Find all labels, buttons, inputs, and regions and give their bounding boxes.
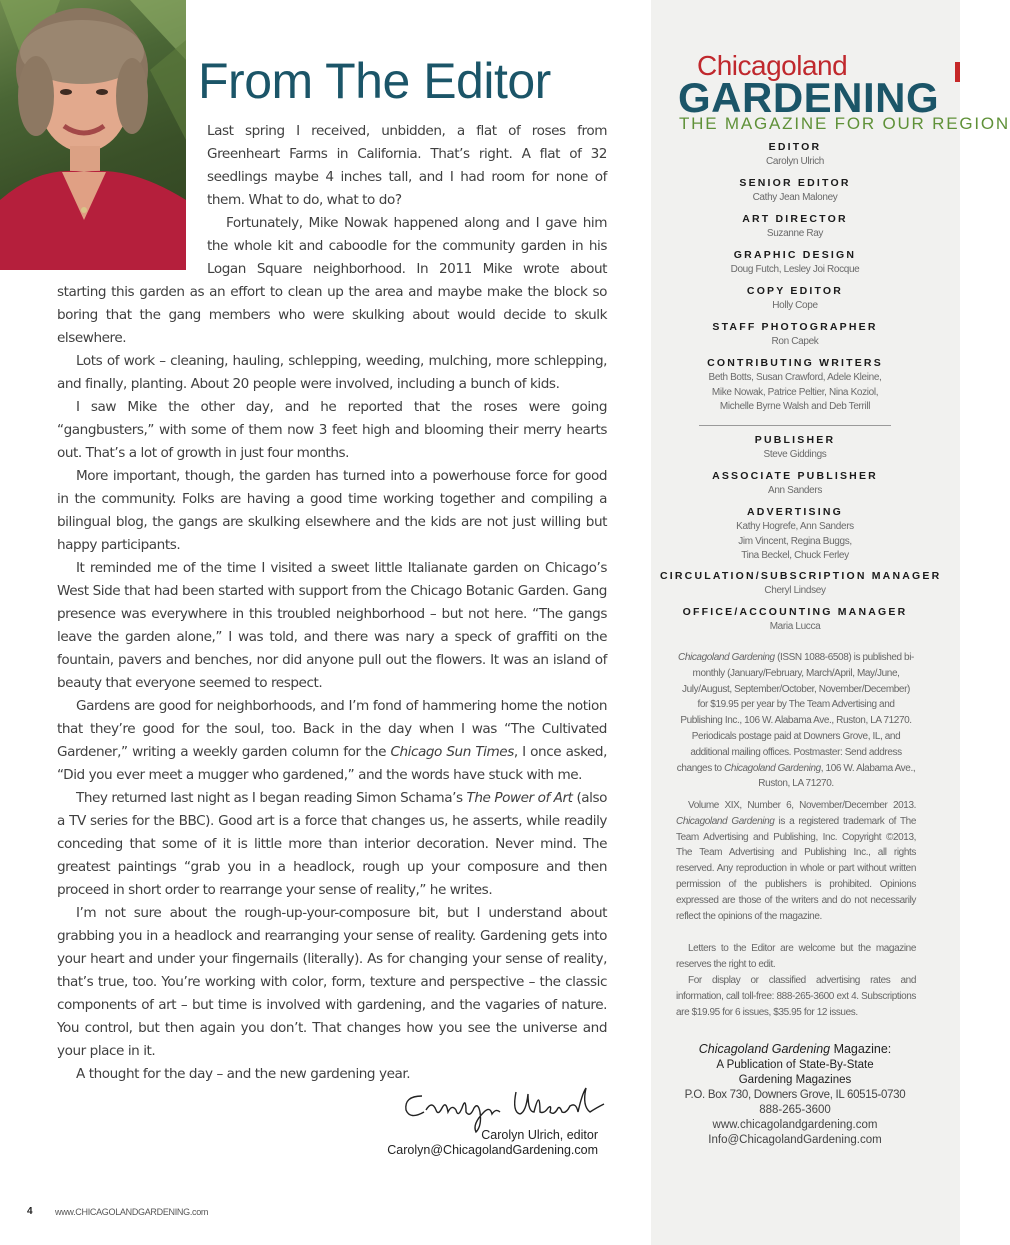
paragraph-1: Last spring I received, unbidden, a flat of roses from Greenheart Farms in California. That’s right. A flat of 32 seedlings maybe 4 inches tall, and I had room for none of them. What to do, what to do? xyxy=(207,123,607,208)
body-column xyxy=(57,212,607,1086)
signature-email: Carolyn@ChicagolandGardening.com xyxy=(387,1143,598,1157)
copyright-notice: Volume XIX, Number 6, November/December 2013. Chicagoland Gardening is a registered trademark of The Team Advertising and Publishing, Inc. Copyright ©2013, The Team Advertising and Publishing Inc., all rights reserved. Any reproduction in whole or part without written permission of the publishers is prohibited. Opinions expressed are those of the writers and do not necessarily reflect the opinions of the magazine. xyxy=(676,800,916,922)
photo-wrap-spacer xyxy=(57,212,207,281)
page-number: 4 xyxy=(27,1206,33,1217)
publisher-contact-block xyxy=(660,1041,930,1148)
paragraph-6: It reminded me of the time I visited a sweet little Italianate garden on Chicago’s West Side that had been started with support from the Chicago Botanic Garden. Gang presence was everywhere in this troubled neighborhood – but not here. “The gangs leave the garden alone,” I was told, and there was nary a speck of graffiti on the fountain, pavers and benches, nor did anyone pull out the flowers. It was an island of beauty that everyone seemed to respect. xyxy=(57,560,607,691)
masthead-office-accounting: OFFICE/ACCOUNTING MANAGER Maria Lucca xyxy=(682,606,908,632)
masthead-divider xyxy=(699,425,891,426)
publisher-subtitle-2: Gardening Magazines xyxy=(738,1074,852,1086)
signature-image xyxy=(400,1082,610,1134)
masthead-copy-editor: COPY EDITOR Holly Cope xyxy=(746,285,844,311)
advertising-notice: For display or classified advertising rates and information, call toll-free: 888-265-3600 ext 4. Subscriptions are $19.95 for 6 issues, $35.95 for 12 issues. xyxy=(676,975,916,1018)
publication-notice: Chicagoland Gardening (ISSN 1088-6508) is published bi-monthly (January/February, March/April, May/June, July/August, September/October, November/December) for $19.95 per year by The Team Advertising and Publishing Inc., 106 W. Alabama Ave., Ruston, LA 71270. Periodicals postage paid at Downers Grove, IL, and additional mailing offices. Postmaster: Send address changes to Chicagoland Gardening, 106 W. Alabama Ave., Ruston, LA 71270. xyxy=(676,652,916,790)
paragraph-8: They returned last night as I began reading Simon Schama’s The Power of Art (also a TV series for the BBC). Good art is a force that changes us, he asserts, while readily conceding that some of it is little more than interior decoration. Never mind. The greatest paintings “grab you in a headlock, rough up your composure and then proceed in short order to rearrange your sense of reality,” he writes. xyxy=(57,790,608,898)
footer-url: www.CHICAGOLANDGARDENING.com xyxy=(55,1207,209,1217)
paragraph-3: Lots of work – cleaning, hauling, schlepping, weeding, mulching, more schlepping, and finally, planting. About 20 people were involved, including a bunch of kids. xyxy=(57,353,607,392)
letters-notice: Letters to the Editor are welcome but the magazine reserves the right to edit. xyxy=(676,943,916,970)
paragraph-5: More important, though, the garden has turned into a powerhouse force for good in the community. Folks are having a good time working together and compiling a bilingual blog, the gangs are skulking elsewhere and the kids are not just willing but happy participants. xyxy=(57,468,607,553)
paragraph-9: I’m not sure about the rough-up-your-composure bit, but I understand about grabbing you in a headlock and rearranging your sense of reality. Gardening gets into your heart and under your fingernails (literally). As for changing your sense of reality, that’s true, too. You’re working with color, form, texture and perspective – the classic components of art – but time is involved with gardening, and the vagaries of nature. You control, but then again you don’t. That changes how you see the universe and your place in it. xyxy=(57,905,607,1059)
publisher-phone: 888-265-3600 xyxy=(759,1104,831,1116)
signature-name: Carolyn Ulrich, editor xyxy=(481,1128,598,1142)
publisher-subtitle-1: A Publication of State-By-State xyxy=(716,1059,874,1071)
masthead-associate-publisher: ASSOCIATE PUBLISHER Ann Sanders xyxy=(712,470,878,496)
paragraph-7: Gardens are good for neighborhoods, and I’m fond of hammering home the notion that they’re good for the soul, too. Back in the day when I was “The Cultivated Gardener,” writing a weekly garden column for the Chicago Sun Times, I once asked, “Did you ever meet a mugger who gardened,” and the words have stuck with me. xyxy=(57,698,607,783)
masthead-editor: EDITOR Carolyn Ulrich xyxy=(766,141,824,167)
paragraph-2: Fortunately, Mike Nowak happened along and I gave him the whole kit and caboodle for the community garden in his Logan Square neighborhood. In 2011 Mike wrote about starting this garden as an effort to clean up the area and maybe make the block so boring that the gang members who were skulking about would decide to skulk elsewhere. xyxy=(57,215,607,346)
paragraph-4: I saw Mike the other day, and he reported that the roses were going “gangbusters,” with some of them now 3 feet high and blooming their merry hearts out. That’s a lot of growth in just four months. xyxy=(57,399,607,461)
publisher-title: Chicagoland Gardening Magazine: xyxy=(698,1042,892,1056)
masthead-staff-photographer: STAFF PHOTOGRAPHER Ron Capek xyxy=(712,321,878,347)
paragraph-10: A thought for the day – and the new gardening year. xyxy=(76,1066,411,1082)
masthead-senior-editor: SENIOR EDITOR Cathy Jean Maloney xyxy=(739,177,851,203)
publisher-email-link[interactable]: Info@ChicagolandGardening.com xyxy=(708,1134,882,1146)
masthead-advertising: ADVERTISING Kathy Hogrefe, Ann Sanders Jim Vincent, Regina Buggs, Tina Beckel, Chuck Ferley xyxy=(736,506,854,561)
masthead-graphic-design: GRAPHIC DESIGN Doug Futch, Lesley Joi Rocque xyxy=(730,249,860,275)
page-edge-mark xyxy=(955,62,960,82)
masthead-contributing-writers: CONTRIBUTING WRITERS Beth Botts, Susan Crawford, Adele Kleine, Mike Nowak, Patrice Peltier, Nina Koziol, Michelle Byrne Walsh and Deb Terrill xyxy=(707,357,883,412)
masthead-publisher: PUBLISHER Steve Giddings xyxy=(754,434,836,460)
publisher-address: P.O. Box 730, Downers Grove, IL 60515-0730 xyxy=(684,1089,906,1101)
publisher-website-link[interactable]: www.chicagolandgardening.com xyxy=(712,1119,878,1131)
masthead-circulation: CIRCULATION/SUBSCRIPTION MANAGER Cheryl Lindsey xyxy=(660,570,942,596)
masthead-art-director: ART DIRECTOR Suzanne Ray xyxy=(742,213,848,239)
page-title: From The Editor xyxy=(198,53,551,109)
logo-gardening: GARDENING xyxy=(678,74,940,121)
logo-tagline: THE MAGAZINE FOR OUR REGION xyxy=(679,114,1010,133)
logo-chicagoland: Chicagoland xyxy=(697,50,848,81)
